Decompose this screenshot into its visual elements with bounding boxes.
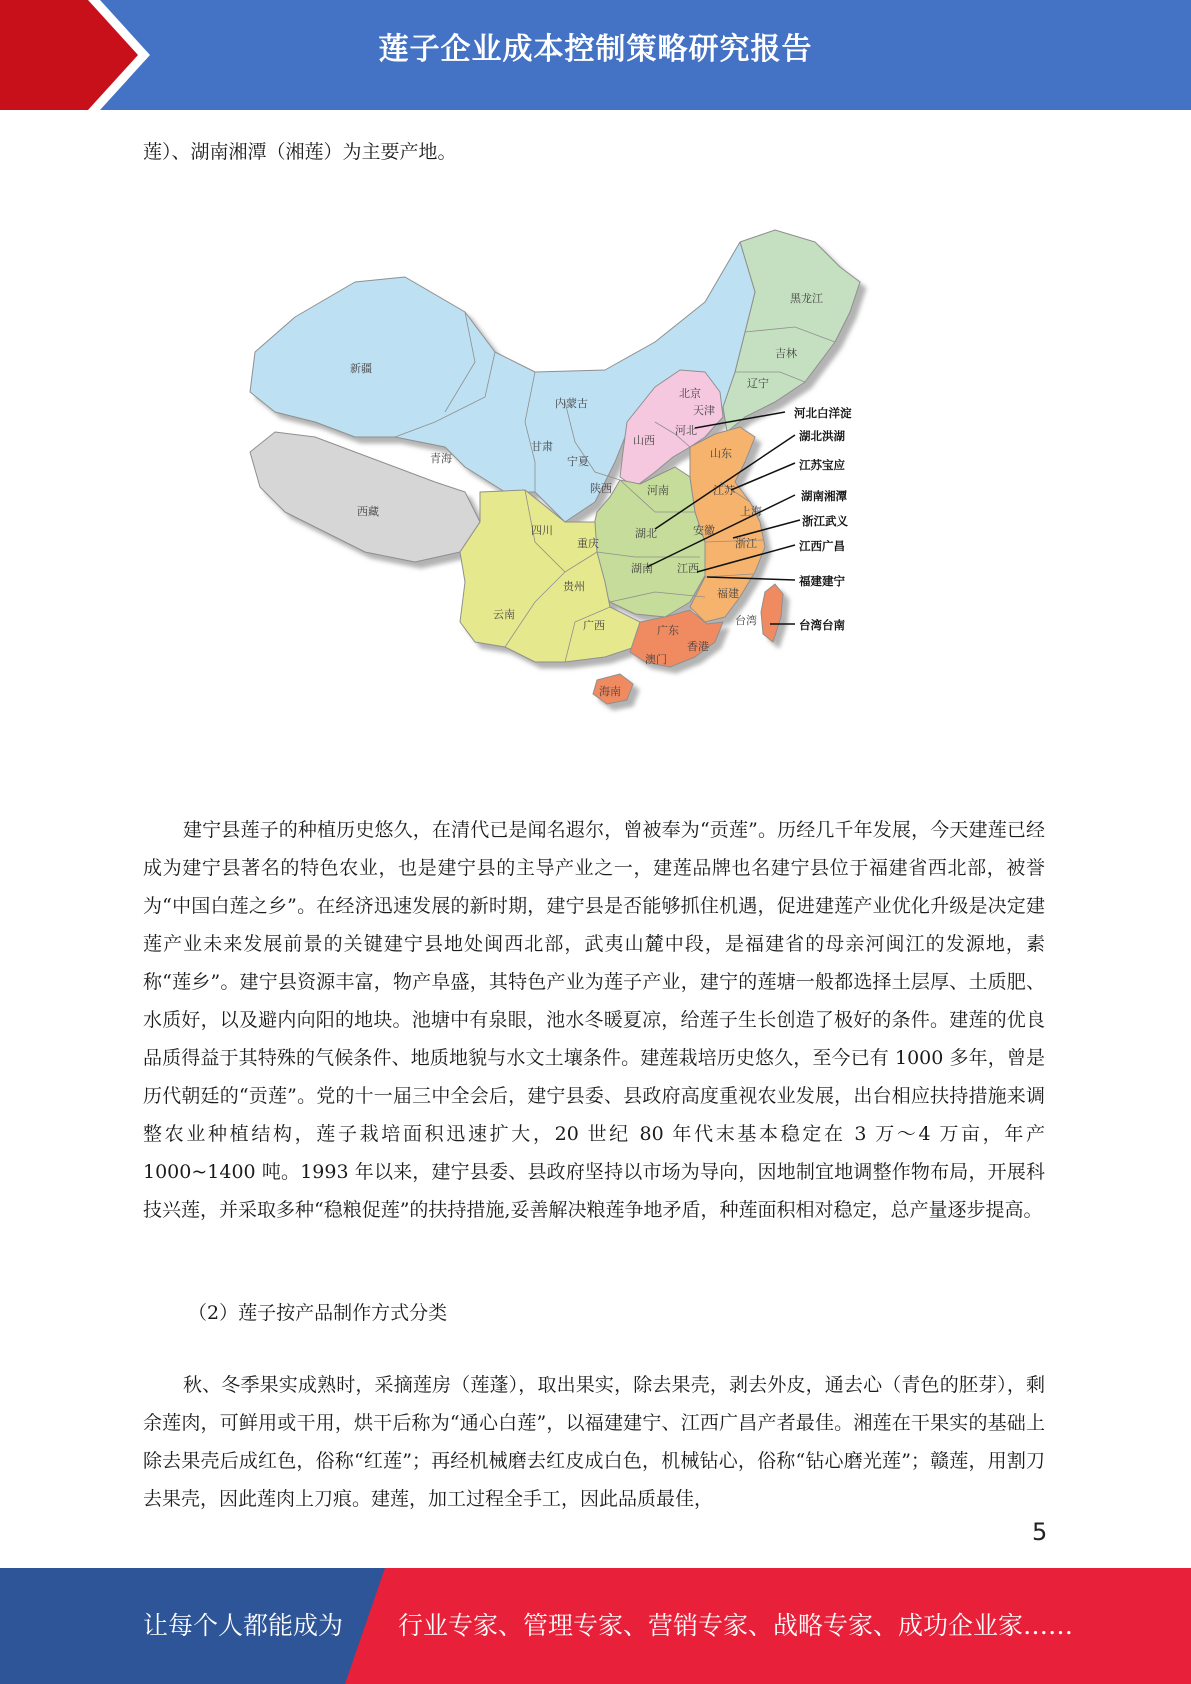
body-paragraph-processing: 秋、冬季果实成熟时，采摘莲房（莲蓬），取出果实，除去果壳，剥去外皮，通去心（青色的胚芽），剩余莲肉，可鲜用或干用，烘干后称为“通心白莲”，以福建建宁、江西广昌产者最佳。湘莲在干果实的基础上除去果壳后成红色，俗称“红莲”；再经机械磨去红皮成白色，机械钻心，俗称“钻心磨光莲”；赣莲，用割刀去果壳，因此莲肉上刀痕。建莲，加工过程全手工，因此品质最佳， (143, 1374, 1045, 1510)
province-label: 西藏 (357, 505, 379, 518)
province-label: 重庆 (577, 537, 599, 550)
callout-label: 湖南湘潭 (801, 489, 847, 503)
body-paragraph-jianning: 建宁县莲子的种植历史悠久，在清代已是闻名遐尔，曾被奉为“贡莲”。历经几千年发展，今天建莲已经成为建宁县著名的特色农业，也是建宁县的主导产业之一，建莲品牌也名建宁县位于福建省西北部，被誉为“中国白莲之乡”。在经济迅速发展的新时期，建宁县是否能够抓住机遇，促进建莲产业优化升级是决定建莲产业未来发展前景的关键建宁县地处闽西北部，武夷山麓中段，是福建省的母亲河闽江的发源地，素称“莲乡”。建宁县资源丰富，物产阜盛，其特色产业为莲子产业，建宁的莲塘一般都选择土层厚、土质肥、水质好，以及避内向阳的地块。池塘中有泉眼，池水冬暖夏凉，给莲子生长创造了极好的条件。建莲的优良品质得益于其特殊的气候条件、地质地貌与水文土壤条件。建莲栽培历史悠久，至今已有 1000 多年，曾是历代朝廷的“贡莲”。党的十一届三中全会后，建宁县委、县政府高度重视农业发展，出台相应扶持措施来调整农业种植结构，莲子栽培面积迅速扩大，20 世纪 80 年代末基本稳定在 3 万～4 万亩，年产 1000~1400 吨。1993 年以来，建宁县委、县政府坚持以市场为导向，因地制宜地调整作物布局，开展科技兴莲，并采取多种“稳粮促莲”的扶持措施,妥善解决粮莲争地矛盾，种莲面积相对稳定，总产量逐步提高。 (143, 819, 1045, 1221)
province-label: 辽宁 (747, 377, 769, 390)
province-label: 江西 (677, 562, 699, 575)
province-label: 内蒙古 (555, 397, 588, 410)
callout-label: 河北白洋淀 (794, 406, 852, 420)
province-label: 黑龙江 (790, 292, 823, 305)
province-label: 澳门 (645, 653, 667, 666)
province-label: 贵州 (563, 580, 585, 593)
page-footer (0, 1568, 1191, 1684)
province-label: 天津 (693, 404, 715, 417)
footer-slogan-left: 让每个人都能成为 (143, 1611, 344, 1640)
province-label: 湖北 (635, 527, 657, 540)
province-label: 广西 (583, 619, 605, 632)
body-continuation-line: 莲）、湖南湘潭（湘莲）为主要产地。 (143, 141, 457, 163)
page-number: 5 (1032, 1518, 1048, 1546)
province-label: 香港 (687, 640, 709, 653)
page-header (0, 0, 1191, 110)
province-label: 广东 (657, 624, 679, 637)
header-title: 莲子企业成本控制策略研究报告 (378, 32, 813, 67)
province-label: 山东 (710, 447, 732, 460)
callout-label: 台湾台南 (799, 618, 845, 632)
province-label: 海南 (599, 685, 621, 698)
province-label: 四川 (531, 524, 553, 537)
province-label: 吉林 (775, 347, 797, 360)
province-label: 湖南 (631, 562, 653, 575)
callout-label: 江苏宝应 (799, 458, 845, 472)
province-label: 上海 (740, 505, 762, 518)
callout-label: 江西广昌 (799, 539, 845, 553)
callout-label: 福建建宁 (799, 574, 845, 588)
province-label: 浙江 (735, 537, 757, 550)
province-label: 陕西 (590, 482, 612, 495)
province-label: 台湾 (735, 614, 757, 627)
callout-label: 湖北洪湖 (799, 429, 845, 443)
province-label: 安徽 (693, 524, 715, 537)
region-taiwan (761, 584, 783, 642)
province-label: 宁夏 (567, 455, 589, 468)
province-label: 江苏 (713, 484, 735, 497)
province-label: 福建 (717, 587, 739, 600)
province-label: 北京 (679, 387, 701, 400)
province-label: 甘肃 (531, 440, 553, 453)
province-label: 山西 (633, 434, 655, 447)
province-label: 河北 (675, 424, 697, 437)
section-subheading: （2）莲子按产品制作方式分类 (188, 1302, 448, 1324)
province-label: 河南 (647, 484, 669, 497)
china-lotus-production-map (235, 222, 935, 767)
province-label: 云南 (493, 608, 515, 621)
province-label: 新疆 (350, 362, 372, 375)
province-label: 青海 (430, 452, 452, 465)
footer-slogan-right: 行业专家、管理专家、营销专家、战略专家、成功企业家…… (398, 1611, 1074, 1640)
callout-label: 浙江武义 (802, 514, 848, 528)
